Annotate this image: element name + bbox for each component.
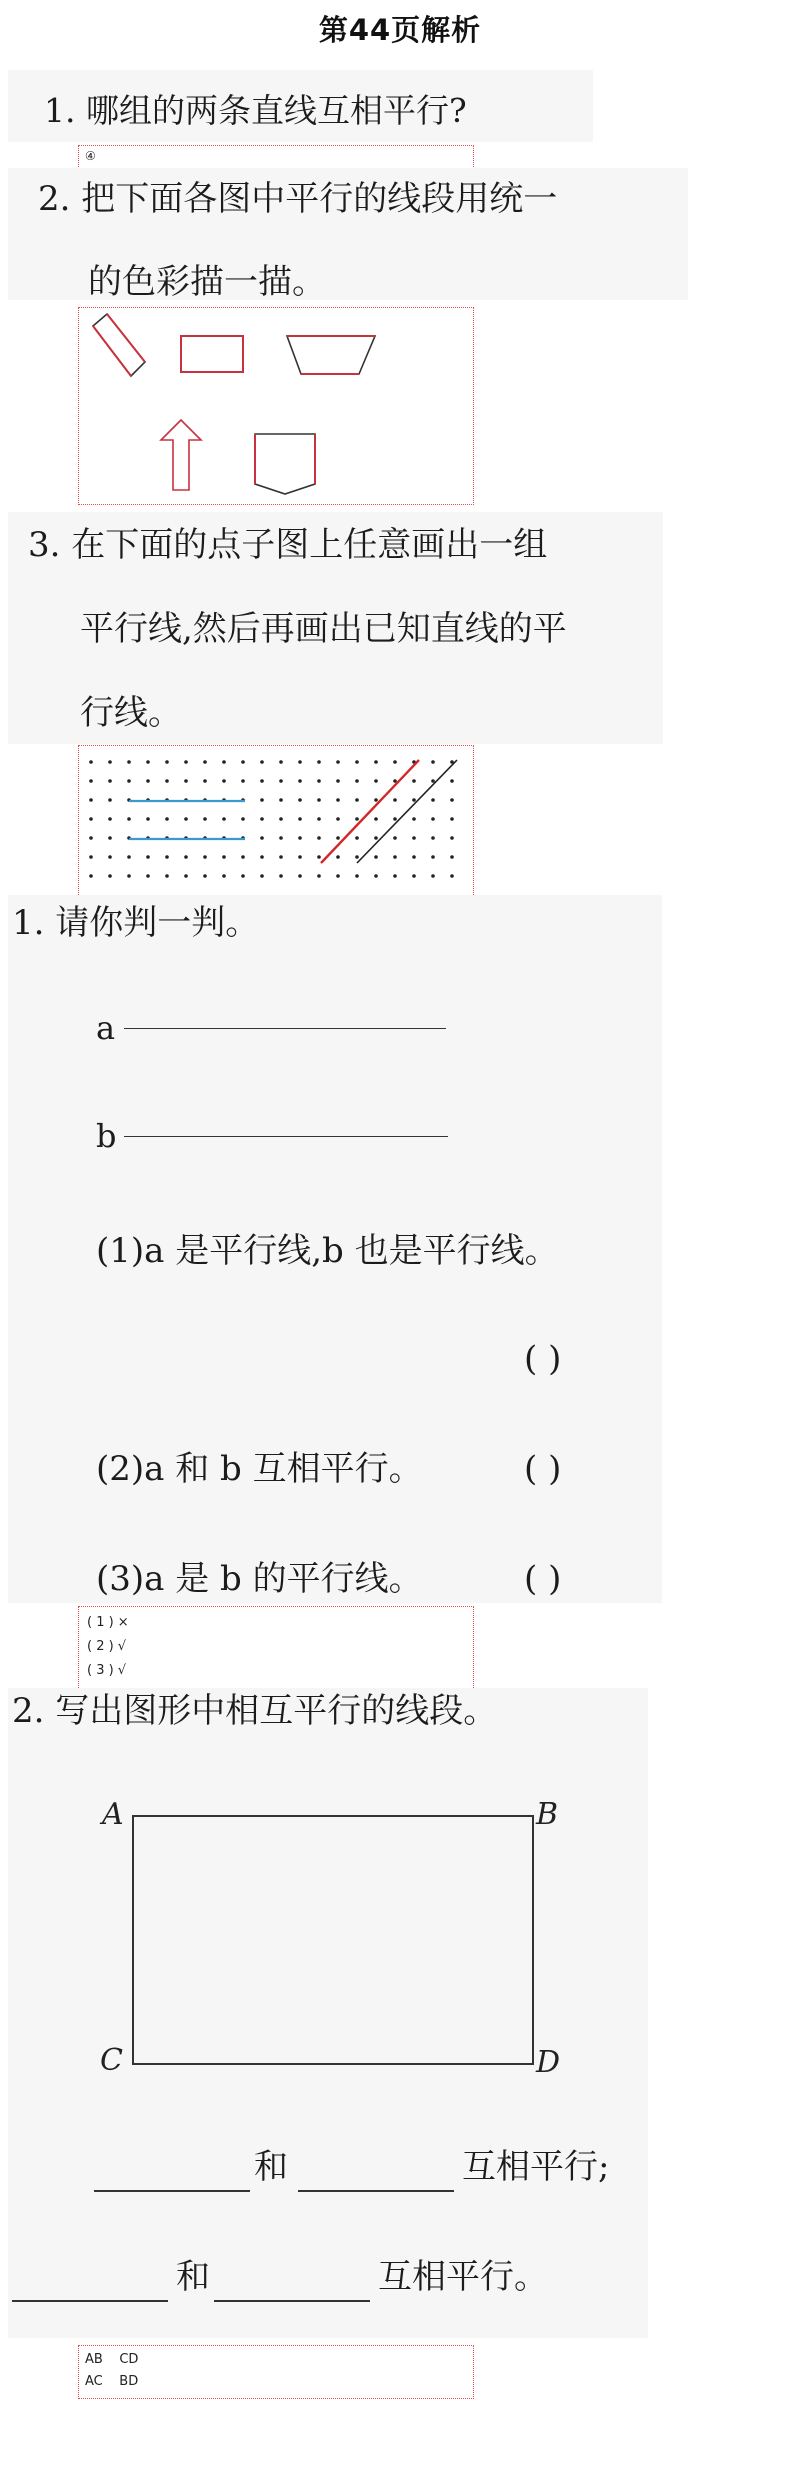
line-b bbox=[124, 1136, 448, 1137]
grid-dot bbox=[241, 817, 245, 821]
judge-item-3: (3)a 是 b 的平行线。 bbox=[96, 1559, 423, 1599]
grid-dot bbox=[108, 836, 112, 840]
grid-dot bbox=[203, 855, 207, 859]
grid-dot bbox=[336, 836, 340, 840]
grid-dot bbox=[450, 798, 454, 802]
question-3-line2: 平行线,然后再画出已知直线的平 bbox=[80, 609, 567, 649]
arrow-shape bbox=[161, 420, 201, 490]
grid-dot bbox=[89, 836, 93, 840]
grid-dot bbox=[146, 760, 150, 764]
page-title: 第44页解析 bbox=[318, 13, 482, 47]
grid-dot bbox=[412, 779, 416, 783]
grid-dot bbox=[355, 817, 359, 821]
grid-dot bbox=[298, 836, 302, 840]
grid-dot bbox=[412, 798, 416, 802]
grid-dot bbox=[336, 855, 340, 859]
grid-dot bbox=[431, 855, 435, 859]
grid-dot bbox=[355, 798, 359, 802]
grid-dot bbox=[222, 855, 226, 859]
grid-dot bbox=[393, 760, 397, 764]
grid-dot bbox=[260, 760, 264, 764]
grid-dot bbox=[298, 874, 302, 878]
grid-dot bbox=[355, 779, 359, 783]
parallel-line-black bbox=[357, 760, 457, 863]
grid-dot bbox=[108, 798, 112, 802]
answer-4-line1: ( 1 ) × bbox=[87, 1615, 129, 1630]
grid-dot bbox=[184, 779, 188, 783]
parallel-suffix-1: 互相平行; bbox=[462, 2147, 610, 2187]
grid-dot bbox=[203, 779, 207, 783]
grid-dot bbox=[165, 817, 169, 821]
grid-dot bbox=[127, 874, 131, 878]
grid-dot bbox=[279, 798, 283, 802]
answer-box-5 bbox=[78, 2345, 474, 2399]
grid-dot bbox=[127, 855, 131, 859]
grid-dot bbox=[317, 779, 321, 783]
grid-dot bbox=[355, 874, 359, 878]
question-5-title: 2. 写出图形中相互平行的线段。 bbox=[12, 1691, 498, 1731]
grid-dot bbox=[393, 798, 397, 802]
answer-box-4 bbox=[78, 1606, 474, 1690]
grid-dot bbox=[317, 855, 321, 859]
grid-dot bbox=[279, 817, 283, 821]
answer-5-line1: AB CD bbox=[85, 2352, 139, 2367]
grid-dot bbox=[450, 836, 454, 840]
grid-dot bbox=[374, 798, 378, 802]
rectangle-figure bbox=[90, 1795, 560, 2095]
grid-dot bbox=[165, 855, 169, 859]
parallel-shapes-figure bbox=[79, 308, 475, 506]
grid-dot bbox=[260, 798, 264, 802]
blank-1a[interactable] bbox=[94, 2190, 250, 2192]
question-3-line1: 3. 在下面的点子图上任意画出一组 bbox=[28, 525, 548, 565]
grid-dot bbox=[222, 874, 226, 878]
question-2-line2: 的色彩描一描。 bbox=[88, 262, 326, 302]
grid-dot bbox=[450, 874, 454, 878]
grid-dot bbox=[222, 817, 226, 821]
and-word-2: 和 bbox=[176, 2257, 210, 2297]
grid-dot bbox=[374, 779, 378, 783]
grid-dot bbox=[165, 760, 169, 764]
grid-dot bbox=[184, 874, 188, 878]
grid-dot bbox=[279, 760, 283, 764]
grid-dot bbox=[279, 836, 283, 840]
rectangle-shape bbox=[181, 336, 243, 372]
grid-dot bbox=[336, 760, 340, 764]
label-b: b bbox=[96, 1117, 117, 1155]
answer-box-3 bbox=[78, 745, 474, 897]
grid-dot bbox=[431, 874, 435, 878]
dot-grid-figure bbox=[79, 746, 475, 898]
line-a bbox=[124, 1028, 446, 1029]
grid-dot bbox=[298, 760, 302, 764]
grid-dot bbox=[374, 855, 378, 859]
rhombus-shape bbox=[93, 314, 145, 376]
grid-dot bbox=[108, 817, 112, 821]
grid-dot bbox=[374, 760, 378, 764]
grid-dot bbox=[355, 855, 359, 859]
grid-dot bbox=[108, 874, 112, 878]
grid-dot bbox=[317, 874, 321, 878]
grid-dot bbox=[146, 779, 150, 783]
grid-dot bbox=[393, 836, 397, 840]
grid-dot bbox=[108, 760, 112, 764]
grid-dot bbox=[374, 836, 378, 840]
grid-dot bbox=[184, 855, 188, 859]
grid-dot bbox=[127, 779, 131, 783]
grid-dot bbox=[431, 798, 435, 802]
grid-dot bbox=[127, 817, 131, 821]
grid-dot bbox=[412, 836, 416, 840]
grid-dot bbox=[317, 760, 321, 764]
grid-dot bbox=[89, 779, 93, 783]
grid-dot bbox=[222, 779, 226, 783]
grid-dot bbox=[241, 760, 245, 764]
grid-dot bbox=[431, 817, 435, 821]
question-1-text: 1. 哪组的两条直线互相平行? bbox=[44, 91, 467, 130]
grid-dot bbox=[298, 779, 302, 783]
grid-dot bbox=[203, 760, 207, 764]
pentagon-shape bbox=[255, 434, 315, 494]
grid-dot bbox=[184, 760, 188, 764]
grid-dot bbox=[146, 855, 150, 859]
grid-dot bbox=[279, 855, 283, 859]
grid-dot bbox=[336, 817, 340, 821]
grid-dot bbox=[279, 874, 283, 878]
grid-dot bbox=[241, 779, 245, 783]
grid-dot bbox=[317, 817, 321, 821]
grid-dot bbox=[89, 798, 93, 802]
grid-dot bbox=[89, 760, 93, 764]
label-a: a bbox=[96, 1009, 116, 1047]
grid-dot bbox=[450, 817, 454, 821]
grid-dot bbox=[165, 779, 169, 783]
answer-4-line3: ( 3 ) √ bbox=[87, 1663, 127, 1678]
grid-dot bbox=[279, 779, 283, 783]
grid-dot bbox=[317, 798, 321, 802]
grid-dot bbox=[184, 817, 188, 821]
grid-dot bbox=[260, 874, 264, 878]
grid-dot bbox=[260, 779, 264, 783]
grid-dot bbox=[146, 874, 150, 878]
grid-dot bbox=[222, 760, 226, 764]
grid-dot bbox=[450, 779, 454, 783]
grid-dot bbox=[146, 817, 150, 821]
grid-dot bbox=[108, 855, 112, 859]
grid-dot bbox=[431, 836, 435, 840]
judge-item-2: (2)a 和 b 互相平行。 bbox=[96, 1449, 423, 1489]
grid-dot bbox=[412, 817, 416, 821]
grid-dot bbox=[260, 855, 264, 859]
grid-dot bbox=[374, 817, 378, 821]
grid-dot bbox=[355, 836, 359, 840]
grid-dot bbox=[241, 855, 245, 859]
grid-dot bbox=[298, 817, 302, 821]
grid-dot bbox=[260, 817, 264, 821]
question-2-line1: 2. 把下面各图中平行的线段用统一 bbox=[38, 179, 558, 219]
grid-dot bbox=[336, 779, 340, 783]
grid-dot bbox=[374, 874, 378, 878]
grid-dot bbox=[336, 798, 340, 802]
and-word-1: 和 bbox=[254, 2147, 288, 2187]
grid-dot bbox=[412, 874, 416, 878]
grid-dot bbox=[393, 817, 397, 821]
answer-box-2 bbox=[78, 307, 474, 505]
grid-dot bbox=[241, 874, 245, 878]
answer-4-line2: ( 2 ) √ bbox=[87, 1639, 127, 1654]
grid-dot bbox=[298, 798, 302, 802]
grid-dot bbox=[203, 874, 207, 878]
grid-dot bbox=[393, 874, 397, 878]
point-d-label: D bbox=[536, 2045, 561, 2080]
judge-item-1-paren: ( ) bbox=[524, 1339, 562, 1379]
grid-dot bbox=[298, 855, 302, 859]
parallel-suffix-2: 互相平行。 bbox=[378, 2257, 548, 2297]
grid-dot bbox=[203, 817, 207, 821]
point-a-label: A bbox=[102, 1797, 124, 1832]
grid-dot bbox=[450, 855, 454, 859]
answer-5-line2: AC BD bbox=[85, 2374, 139, 2389]
grid-dot bbox=[431, 760, 435, 764]
question-3-line3: 行线。 bbox=[80, 693, 182, 733]
rectangle-abcd bbox=[132, 1815, 534, 2065]
given-line-red bbox=[321, 760, 419, 863]
grid-dot bbox=[89, 874, 93, 878]
blank-2a[interactable] bbox=[12, 2300, 168, 2302]
judge-question-title: 1. 请你判一判。 bbox=[12, 903, 260, 943]
grid-dot bbox=[89, 855, 93, 859]
trapezoid-shape bbox=[287, 336, 375, 374]
grid-dot bbox=[393, 855, 397, 859]
grid-dot bbox=[127, 760, 131, 764]
grid-dot bbox=[412, 855, 416, 859]
grid-dot bbox=[355, 760, 359, 764]
grid-dot bbox=[89, 817, 93, 821]
grid-dot bbox=[336, 874, 340, 878]
point-b-label: B bbox=[536, 1797, 559, 1832]
judge-item-1: (1)a 是平行线,b 也是平行线。 bbox=[96, 1231, 559, 1271]
point-c-label: C bbox=[100, 2043, 123, 2078]
grid-dot bbox=[165, 874, 169, 878]
grid-dot bbox=[431, 779, 435, 783]
blank-1b[interactable] bbox=[298, 2190, 454, 2192]
grid-dot bbox=[317, 836, 321, 840]
answer-1-text: ④ bbox=[85, 149, 96, 163]
grid-dot bbox=[108, 779, 112, 783]
judge-item-3-paren: ( ) bbox=[524, 1559, 562, 1599]
blank-2b[interactable] bbox=[214, 2300, 370, 2302]
judge-item-2-paren: ( ) bbox=[524, 1449, 562, 1489]
grid-dot bbox=[260, 836, 264, 840]
